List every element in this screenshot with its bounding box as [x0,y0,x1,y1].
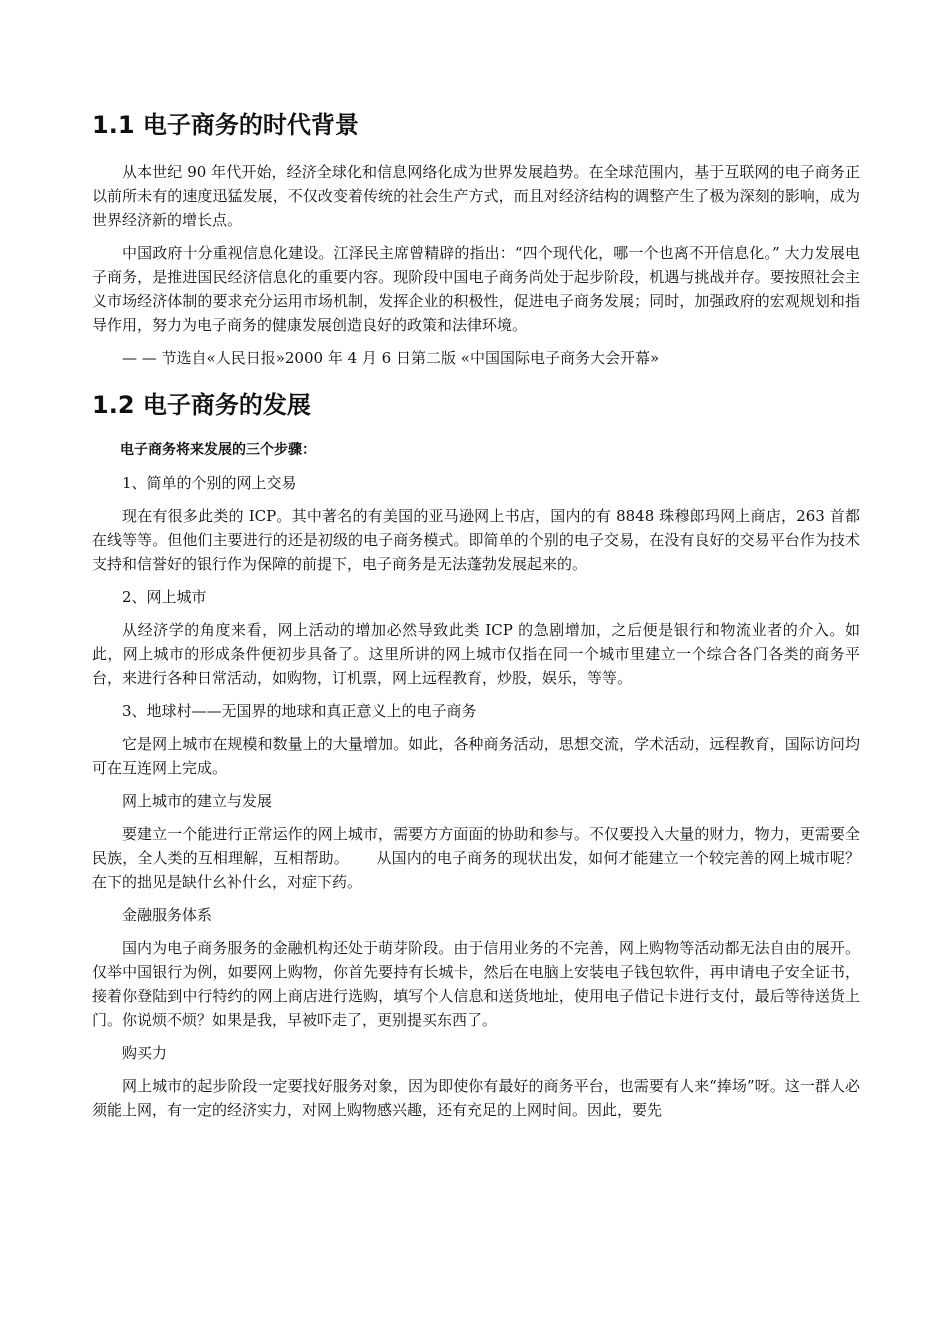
step-2-body: 从经济学的角度来看，网上活动的增加必然导致此类 ICP 的急剧增加，之后便是银行和物流业者的介入。如此，网上城市的形成条件便初步具备了。这里所讲的网上城市仅指在同一个城市里建立一个综合各门各类的商务平台，来进行各种日常活动，如购物，订机票，网上远程教育，炒股，娱乐，等等。 [92,621,860,687]
finance-title: 金融服务体系 [122,906,213,924]
step-3-body: 它是网上城市在规模和数量上的大量增加。如此，各种商务活动，思想交流，学术活动，远程教育，国际访问均可在互连网上完成。 [92,735,860,777]
build-title: 网上城市的建立与发展 [122,792,273,810]
section-heading-1-2: 1.2 电子商务的发展 [92,391,311,419]
step-1-title: 1、简单的个别的网上交易 [122,474,297,492]
subheading-three-steps: 电子商务将来发展的三个步骤： [120,442,316,458]
build-body: 要建立一个能进行正常运作的网上城市，需要方方面面的协助和参与。不仅要投入大量的财力，物力，更需要全民族，全人类的互相理解，互相帮助。 从国内的电子商务的现状出发，如何才能建立一个较完善的网上城市呢？在下的拙见是缺什幺补什幺，对症下药。 [92,825,860,891]
document-body [92,108,860,1122]
step-3-title: 3、地球村——无国界的地球和真正意义上的电子商务 [122,702,477,720]
purchasing-power-title: 购买力 [122,1044,168,1062]
step-2-title: 2、网上城市 [122,588,207,606]
source-citation: — — 节选自«人民日报»2000 年 4 月 6 日第二版 «中国国际电子商务大会开幕» [122,349,660,367]
finance-body: 国内为电子商务服务的金融机构还处于萌芽阶段。由于信用业务的不完善，网上购物等活动都无法自由的展开。仅举中国银行为例，如要网上购物，你首先要持有长城卡，然后在电脑上安装电子钱包软件，再申请电子安全证书，接着你登陆到中行特约的网上商店进行选购，填写个人信息和送货地址，使用电子借记卡进行支付，最后等待送货上门。你说烦不烦？如果是我，早被吓走了，更别提买东西了。 [92,939,860,1029]
step-1-body: 现在有很多此类的 ICP。其中著名的有美国的亚马逊网上书店，国内的有 8848 珠穆郎玛网上商店，263 首都在线等等。但他们主要进行的还是初级的电子商务模式。即简单的个别的电子交易，在没有良好的交易平台作为技术支持和信誉好的银行作为保障的前提下，电子商务是无法蓬勃发展起来的。 [92,507,860,573]
purchasing-power-body: 网上城市的起步阶段一定要找好服务对象，因为即使你有最好的商务平台，也需要有人来“捧场”呀。这一群人必须能上网，有一定的经济实力，对网上购物感兴趣，还有充足的上网时间。因此，要先 [92,1077,860,1119]
paragraph-government-policy: 中国政府十分重视信息化建设。江泽民主席曾精辟的指出：“四个现代化，哪一个也离不开信息化。” 大力发展电子商务，是推进国民经济信息化的重要内容。现阶段中国电子商务尚处于起步阶段，机遇与挑战并存。要按照社会主义市场经济体制的要求充分运用市场机制，发挥企业的积极性，促进电子商务发展；同时，加强政府的宏观规划和指导作用，努力为电子商务的健康发展创造良好的政策和法律环境。 [92,244,860,334]
paragraph-era-background: 从本世纪 90 年代开始，经济全球化和信息网络化成为世界发展趋势。在全球范围内，基于互联网的电子商务正以前所未有的速度迅猛发展，不仅改变着传统的社会生产方式，而且对经济结构的调整产生了极为深刻的影响，成为世界经济新的增长点。 [92,163,860,229]
section-heading-1-1: 1.1 电子商务的时代背景 [92,111,359,139]
